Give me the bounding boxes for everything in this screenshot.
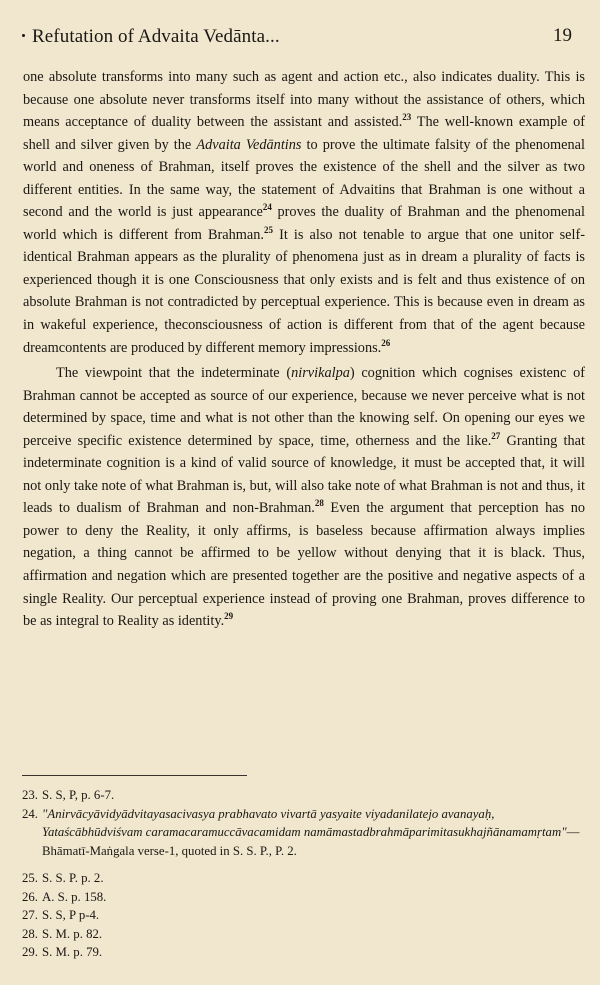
footnote-23 xyxy=(22,786,584,805)
footnote-text: S. S, P, p. 6-7. xyxy=(42,788,115,802)
footnote-ref-28: 28 xyxy=(314,498,324,509)
running-title: Refutation of Advaita Vedānta... xyxy=(32,26,280,47)
text-run: one absolute transforms into many such as agent and action etc., also indicates duality. This is because one absolute never transforms itself into many without the assistance of others, which means acceptance of duality between the assistant and assisted. xyxy=(23,69,585,131)
footnote-text: A. S. p. 158. xyxy=(42,889,107,904)
emphasis: nirvikalpa xyxy=(291,365,350,382)
text-run: Granting that indeterminate cognition is a kind of valid source of knowledge, it must be accepted that, it will not only take note of what Brahman is, but, will also take note of what Brahman is not and thus, it leads to dualism of Brahman and non-Brahman. xyxy=(23,432,585,517)
footnote-25 xyxy=(22,869,584,888)
footnote-number: 25. xyxy=(22,871,38,885)
footnote-source: —Bhāmatī-Maṅgala verse-1, quoted in S. S. P., P. 2. xyxy=(42,825,580,858)
footnote-number: 24. xyxy=(22,806,38,821)
footnote-ref-23: 23 xyxy=(402,112,412,123)
bullet-dot xyxy=(22,34,25,37)
page-header xyxy=(22,22,582,52)
text-run: The viewpoint that the indeterminate ( xyxy=(56,365,292,382)
footnote-ref-29: 29 xyxy=(224,611,234,622)
sanskrit-quote: "Anirvācyāvidyādvitayasacivasya prabhavato vivartā yasyaite viyadanilatejo avanayaḥ, Yataścābhūdviśvam caramacaramuccāvacamidam namāmastadbrahmāparimitasukhajñānamamṛtam" xyxy=(42,806,567,839)
footnote-24 xyxy=(22,805,584,861)
footnotes xyxy=(22,786,584,962)
body-text xyxy=(23,66,585,633)
footnote-number: 29. xyxy=(22,945,38,959)
footnote-text: S. M. p. 79. xyxy=(42,945,103,959)
text-run: to prove the ultimate falsity of the phenomenal world and oneness of Brahman, itself proves the existence of the shell and the silver as two different entities. In the same way, the statement of Advaitins that Brahman is one without a second and the world is just appearance xyxy=(23,136,585,221)
footnote-text: S. M. p. 82. xyxy=(42,926,103,941)
footnote-ref-26: 26 xyxy=(381,337,391,348)
footnote-number: 28. xyxy=(22,926,38,941)
footnote-27 xyxy=(22,906,584,925)
footnote-29 xyxy=(22,943,584,962)
footnote-divider xyxy=(22,775,247,776)
text-run: ) cognition which cognises existenc of Brahman cannot be accepted as source of our experience, because we never perceive what is not determined by space, time and what is not other than the knowing self. On opening our eyes we perceive specific existence determined by space, time, otherness and the like. xyxy=(23,365,585,449)
text-run: Even the argument that perception has no power to deny the Reality, it only affirms, is baseless because affirmation always implies negation, a thing cannot be affirmed to be yellow without denying that it is black. Thus, affirmation and negation which are presented together are the positive and negative aspects of a single Reality. Our perceptual experience instead of proving one Brahman, proves difference to be as integral to Reality as identity. xyxy=(23,500,585,630)
paragraph-1 xyxy=(23,66,585,359)
emphasis: Advaita Vedāntins xyxy=(196,136,302,153)
footnote-text: S. S, P p-4. xyxy=(42,908,100,922)
footnote-number: 23. xyxy=(22,788,38,802)
footnote-number: 27. xyxy=(22,908,38,922)
footnote-ref-25: 25 xyxy=(263,224,273,235)
page-number: 19 xyxy=(553,25,572,46)
footnote-ref-24: 24 xyxy=(262,202,272,213)
footnote-number: 26. xyxy=(22,889,38,904)
text-run: It is also not tenable to argue that one unitor self-identical Brahman appears as the plurality of phenomena just as in dream a plurality of facts is experienced though it is one Consciousness that only exists and is felt and thus existence of on absolute Brahman is not contradicted by perceptual experience. This is because even in dream as in wakeful experience, theconsciousness of action is different from that of the agent because dreamcontents are produced by different memory impressions. xyxy=(23,226,585,356)
text-run: The well-known example of shell and silver given by the xyxy=(23,114,585,153)
footnote-text: S. S. P. p. 2. xyxy=(42,871,104,885)
footnote-text xyxy=(42,805,584,861)
text-run: proves the duality of Brahman and the phenomenal world which is different from Brahman. xyxy=(23,204,585,243)
footnote-28 xyxy=(22,925,584,944)
footnote-ref-27: 27 xyxy=(491,430,501,441)
footnote-26 xyxy=(22,888,584,907)
paragraph-2 xyxy=(23,362,585,633)
